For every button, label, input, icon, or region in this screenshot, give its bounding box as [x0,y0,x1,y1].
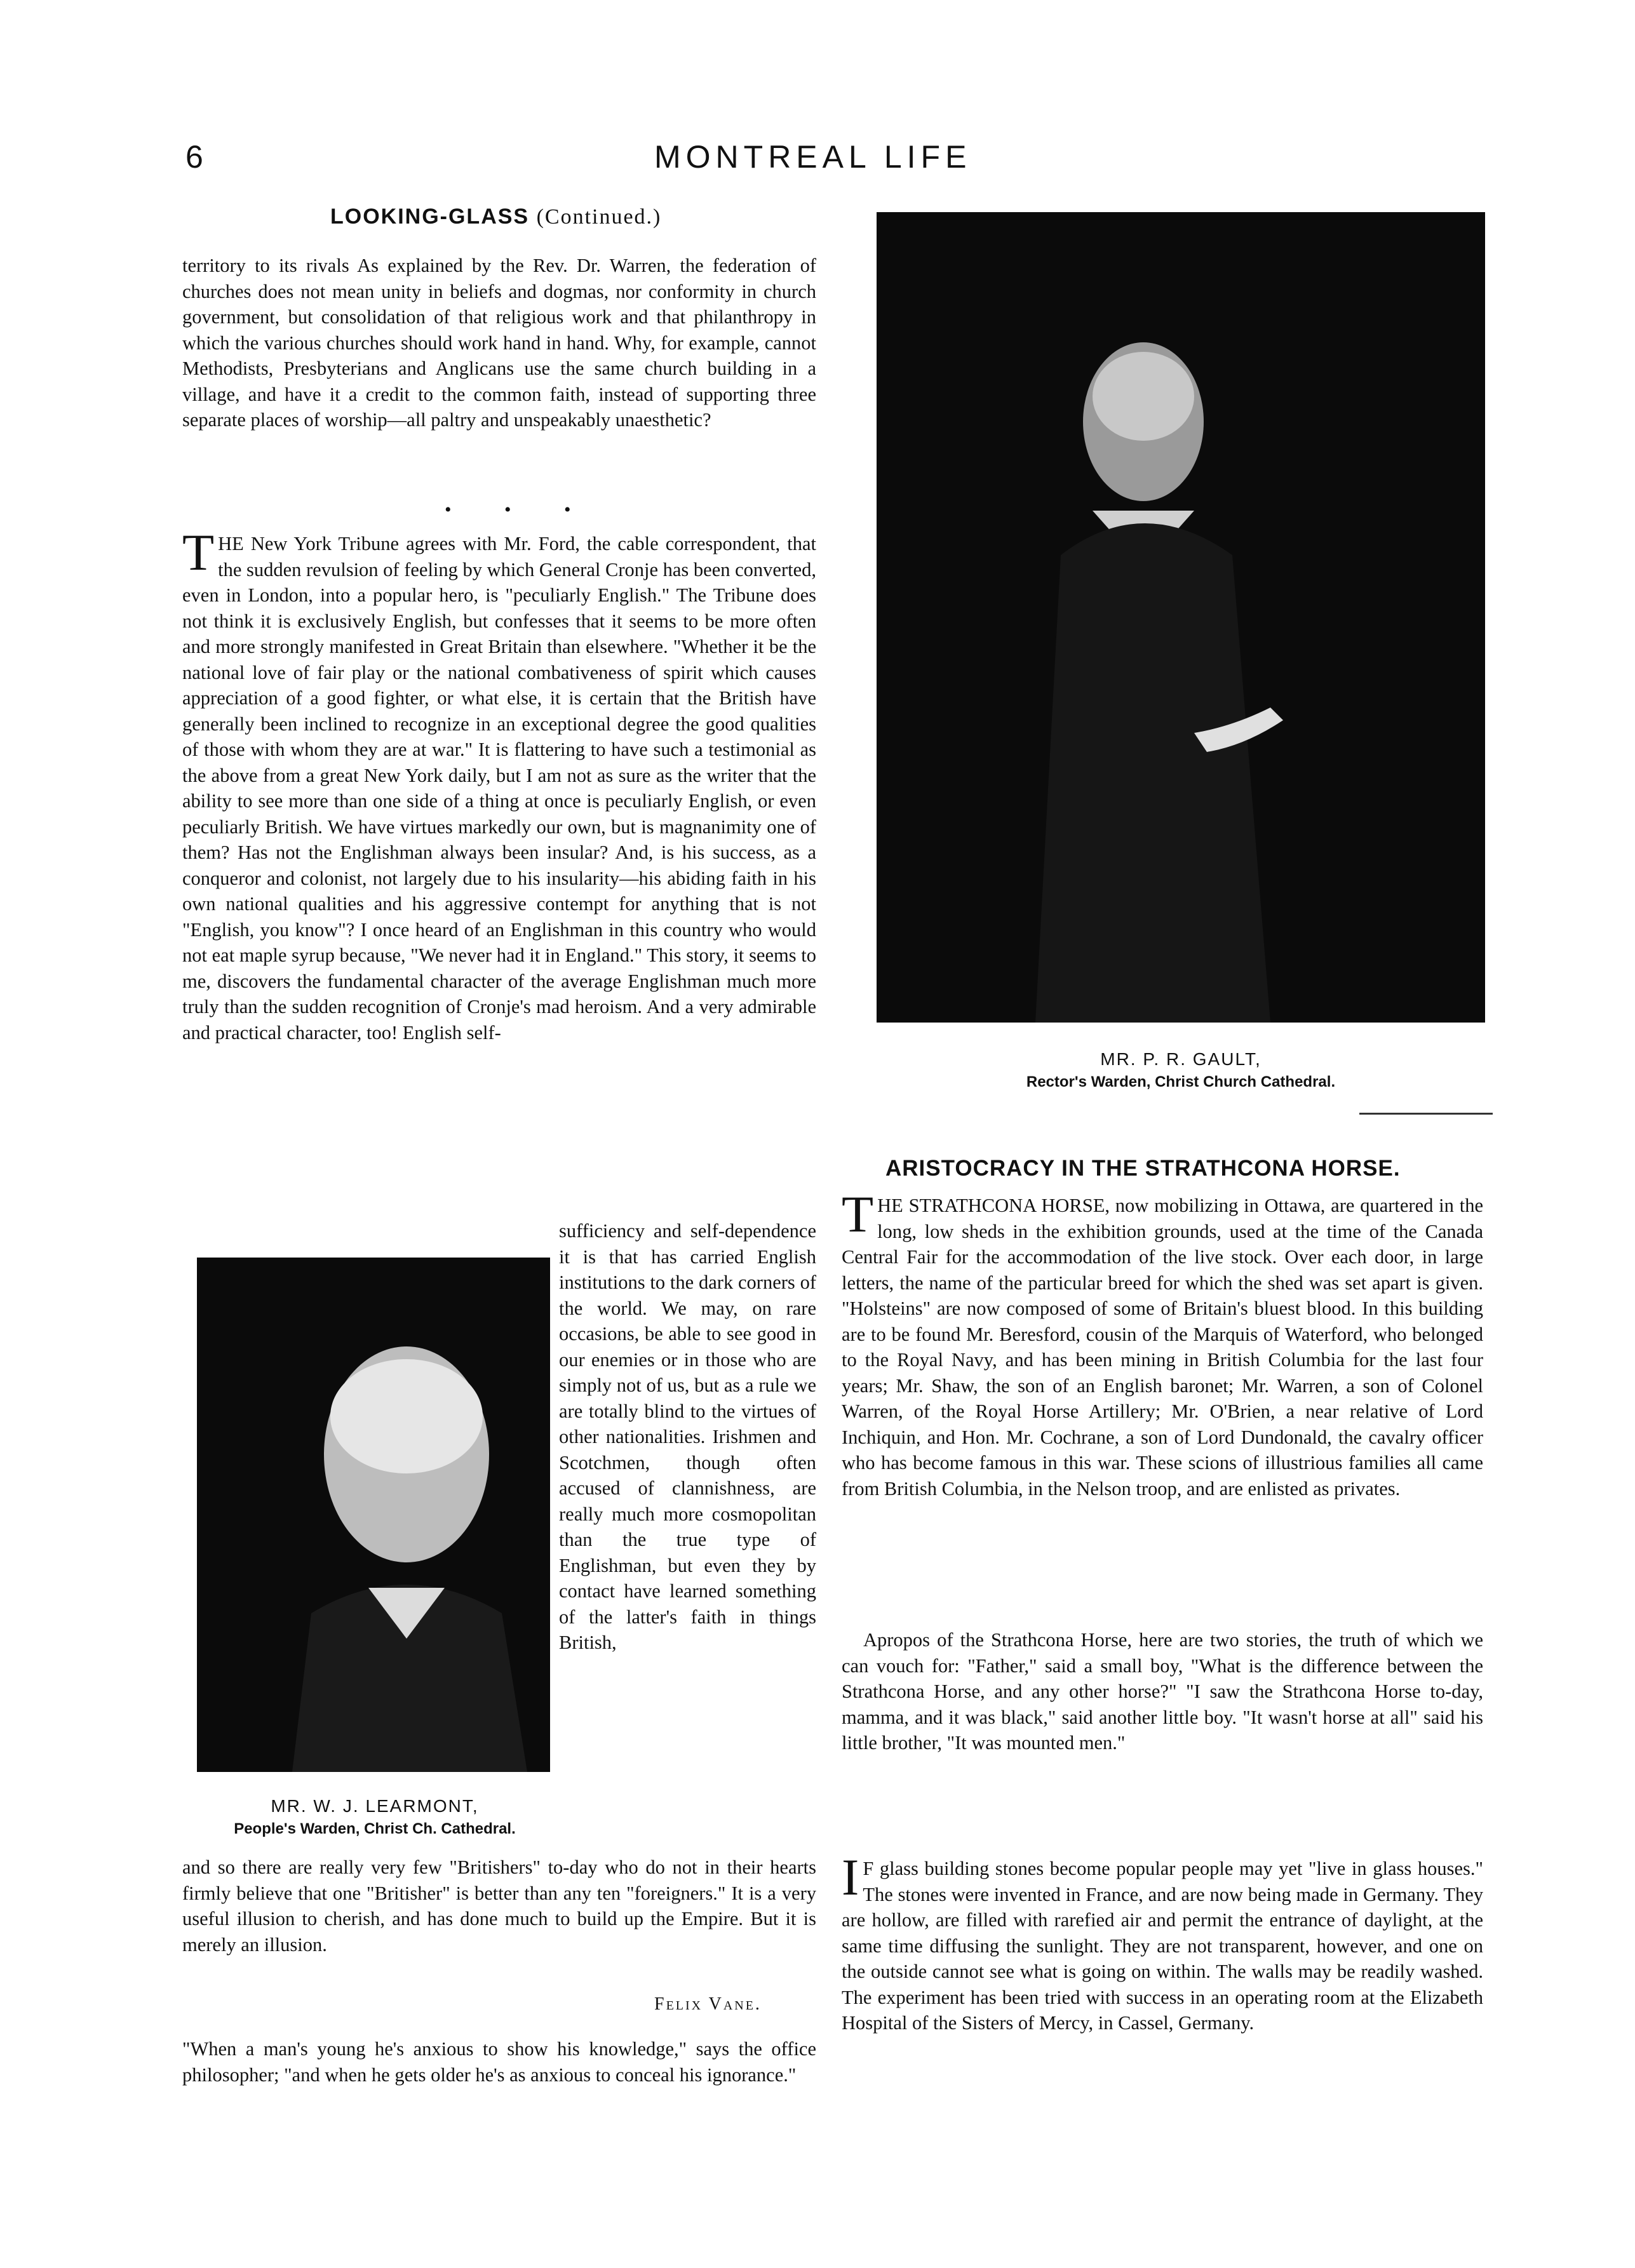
aristocracy-para-2: Apropos of the Strathcona Horse, here are two stories, the truth of which we can vouch for: "Father," said a small boy, "What is the difference between the Strathcona Horse, and any other horse?" "I saw the Strathcona Horse to-day, mamma, and it was black," said another little boy. "It wasn't horse at all" said his little brother, "It was mounted men." [842,1629,1483,1754]
drop-cap: T [182,523,215,581]
aristocracy-heading: ARISTOCRACY IN THE STRATHCONA HORSE. [885,1156,1401,1181]
page-number: 6 [185,139,203,175]
looking-glass-title: LOOKING-GLASS [330,205,530,229]
para-2-text: HE New York Tribune agrees with Mr. Ford, the cable correspondent, that the sudden revulsion of feeling by which General Cronje has been converted, even in London, into a popular hero, is "peculiarly English." The Tribune does not think it is exclusively English, but confesses that it seems to be more often and more strongly manifested in Great Britain than elsewhere. "Whether it be the national love of fair play or the national combativeness of spirit which causes appreciation of a good fighter, or what else, it is certain that the British have generally been inclined to recognize in an exceptional degree the good qualities of those with whom they are at war." It is flattering to have such a testimonial as the above from a great New York daily, but I am not as sure as the writer that the ability to see more than one side of a thing at once is peculiarly English, or even peculiarly British. We have virtues markedly our own, but is magnanimity one of them? Has not the Englishman always been insular? And, is his success, as a conqueror and colonist, not largely due to his insularity—his abiding faith in his own national qualities and his aggressive contempt for anything that is not "English, you know"? I once heard of an Englishman in this country who would not eat maple syrup because, "We never had it in England." This story, it seems to me, discovers the fundamental character of the average Englishman much more truly than the sudden recognition of Cronje's mad heroism. And a very admirable and practical character, too! English self- [182,533,816,1043]
drop-cap: T [842,1185,874,1243]
continued-label: (Continued.) [536,205,662,229]
learmont-portrait [197,1258,550,1772]
masthead-title: MONTREAL LIFE [654,139,972,175]
looking-glass-para-end: and so there are really very few "Britishers" to-day who do not in their hearts firmly believe that one "Britisher" is better than any ten "foreigners." It is a very useful illusion to cherish, and has done much to build up the Empire. But it is merely an illusion. [182,1856,816,1956]
glass-stones-para [842,1848,1483,2036]
gault-caption-name: MR. P. R. GAULT, [1100,1049,1262,1069]
learmont-caption-title: People's Warden, Christ Ch. Cathedral. [234,1820,516,1837]
portrait-figure-icon [197,1258,550,1772]
gault-caption-title: Rector's Warden, Christ Church Cathedral. [1026,1073,1336,1090]
portrait-figure-icon [877,212,1485,1023]
gault-portrait [877,212,1485,1023]
aristocracy-para-1 [842,1185,1483,1501]
learmont-caption-name: MR. W. J. LEARMONT, [271,1796,479,1816]
looking-glass-para-2 [182,523,816,1045]
looking-glass-para-1: territory to its rivals As explained by the Rev. Dr. Warren, the federation of churches does not mean unity in beliefs and dogmas, nor conformity in church government, but consolidation of that religious work and that philanthropy in which the various churches should work hand in hand. Why, for example, cannot Methodists, Presbyterians and Anglicans use the same church building in a village, and have it a credit to the common faith, instead of supporting three separate places of worship—all paltry and unspeakably unaesthetic? [182,255,816,431]
looking-glass-heading [330,205,661,229]
author-signature: Felix Vane. [654,1994,762,2014]
section-separator: • • • [445,499,595,520]
divider-rule [1359,1113,1493,1115]
looking-glass-side-column: sufficiency and self-dependence it is that has carried English institutions to the dark corners of the world. We may, on rare occasions, be able to see good in our enemies or in those who are simply not of us, but as a rule we are totally blind to the virtues of other nationalities. Irishmen and Scotchmen, though often accused of clannishness, are really much more cosmopolitan than the true type of Englishman, but even they by contact have learned something of the latter's faith in things British, [559,1220,816,1653]
aristocracy-para-1-text: HE STRATHCONA HORSE, now mobilizing in Ottawa, are quartered in the long, low sheds in the exhibition grounds, used at the time of the Canada Central Fair for the accommodation of the live stock. Over each door, in large letters, the name of the particular breed for which the shed was set apart is given. "Holsteins" are now composed of some of Britain's bluest blood. In this building are to be found Mr. Beresford, cousin of the Marquis of Waterford, who belonged to the Royal Navy, and has been mining in British Columbia for the last four years; Mr. Shaw, the son of an English baronet; Mr. Warren, a son of Colonel Warren, of the Royal Horse Artillery; Mr. O'Brien, a near relative of Lord Inchiquin, and Hon. Mr. Cochrane, a son of Lord Dundonald, the cavalry officer who has become famous in this war. These scions of illustrious families all came from British Columbia, in the Nelson troop, and are enlisted as privates. [842,1195,1483,1500]
glass-stones-text: F glass building stones become popular people may yet "live in glass houses." The stones were invented in France, and are now being made in Germany. They are hollow, are filled with rarefied air and permit the entrance of daylight, at the same time diffusing the sunlight. They are not transparent, however, and one on the outside cannot see what is going on within. The walls may be readily washed. The experiment has been tried with success in an operating room at the Elizabeth Hospital of the Sisters of Mercy, in Cassel, Germany. [842,1858,1483,2034]
office-philosopher-quote: "When a man's young he's anxious to show his knowledge," says the office philosopher; "and when he gets older he's as anxious to conceal his ignorance." [182,2038,816,2086]
drop-cap: I [842,1848,859,1906]
